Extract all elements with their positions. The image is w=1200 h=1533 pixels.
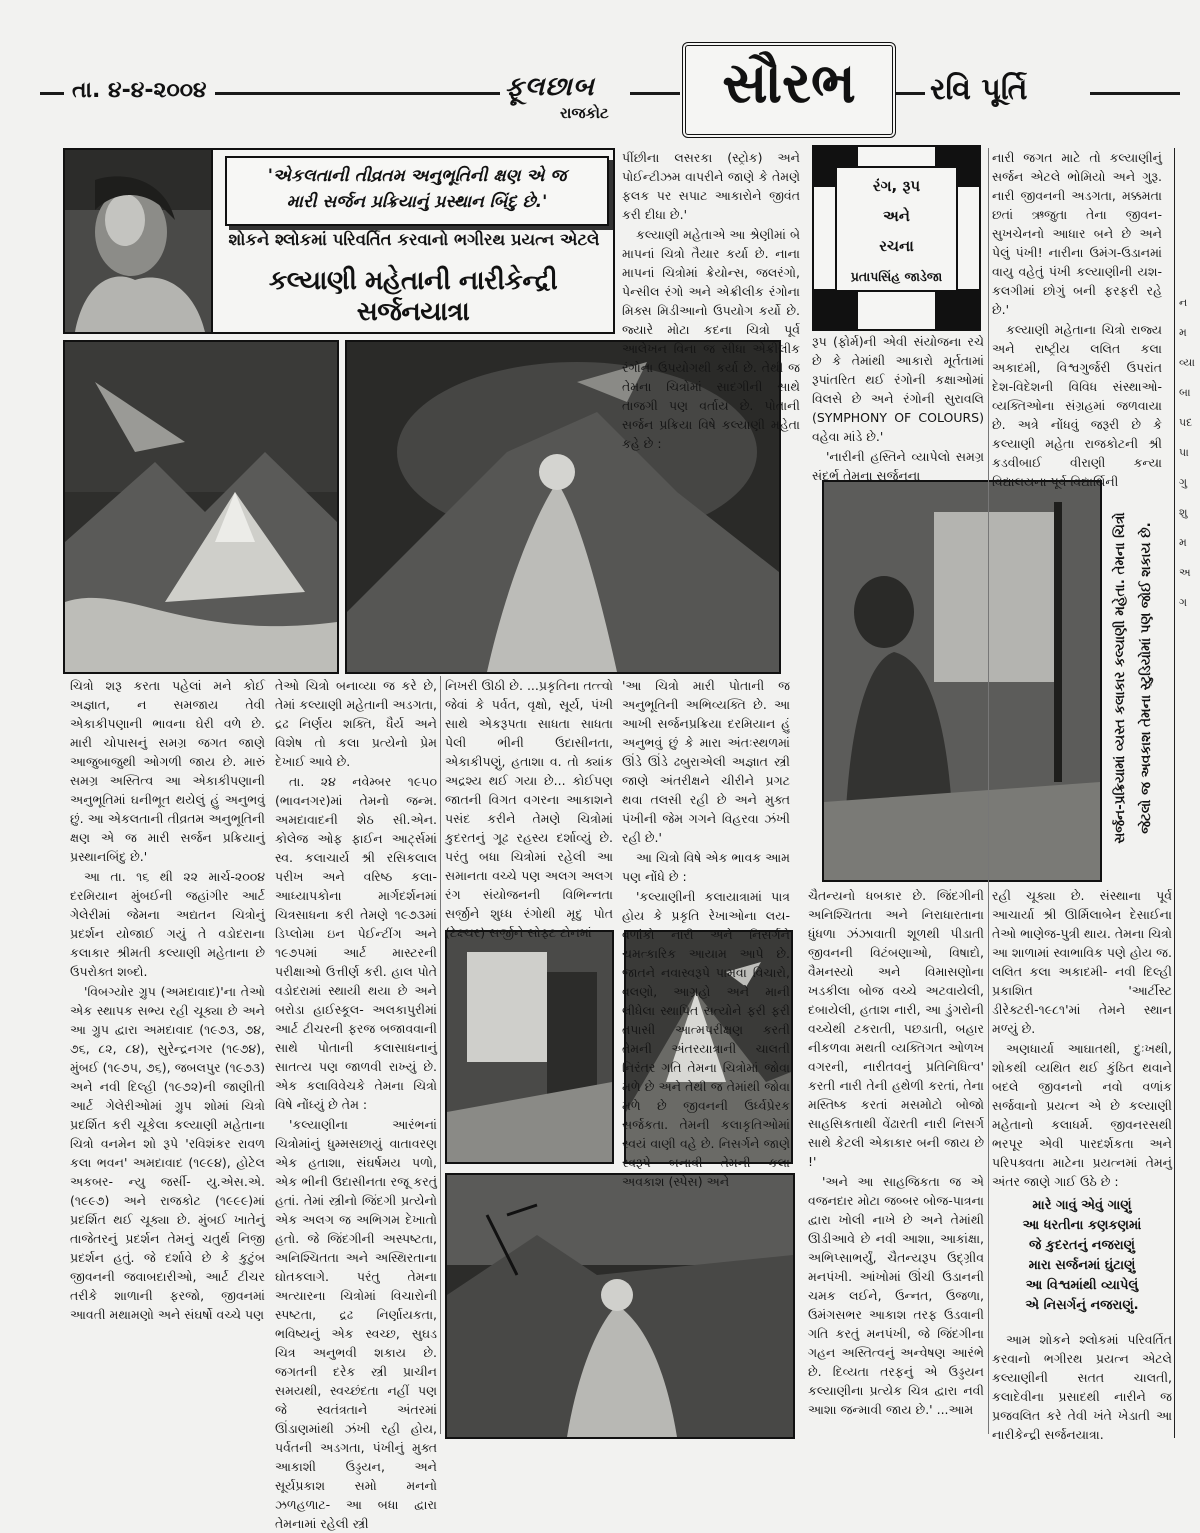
column-title-box [812, 145, 981, 331]
painting-mountain-image [65, 342, 337, 672]
paper-city: રાજકોટ [560, 104, 609, 122]
masthead-rule-mid [630, 92, 680, 95]
column-box-author: પ્રતાપસિંહ જાડેજા [850, 269, 943, 284]
paper-logo: ફૂલછાબ [505, 72, 595, 102]
supplement-title: સૌરભ [722, 50, 856, 116]
column-2-para-2: તા. ૨૪ નવેમ્બર ૧૯૫૦ (ભાવનગર)માં તેમનો જન્મ. અમદાવાદની શેઠ સી.એન. કોલેજ ઓફ ફાઈન આર્ટ્સમાં સ્વ. કલાચાર્ય શ્રી રસિકલાલ પરીખ અને વરિષ્ઠ કલા-આધ્યાપકોના માર્ગદર્શનમાં ચિત્રસાધના કરી તેમણે ૧૯૭૩માં ડિપ્લોમા ઇન પેઈન્ટીંગ અને ૧૯૭૫માં આર્ટ માસ્ટરની પરીક્ષાઓ ઉત્તીર્ણ કરી. હાલ પોતે વડોદરામાં સ્થાયી થયા છે અને બરોડા હાઈસ્કૂલ- અલકાપુરીમાં આર્ટ ટીચરની ફરજ બજાવવાની સાથે પોતાની કલાસાધનાનું સાતત્ય પણ જાળવી રાખ્યું છે. એક કલાવિવેચકે તેમના ચિત્રો વિષે નોંધ્યું છે તેમ : [275, 774, 437, 1112]
column-5-para-2: કલ્યાણી મહેતાના ચિત્રો રાજ્ય અને રાષ્ટ્રીય લલિત કલા અકાદમી, વિશ્વગુર્જરી ઉપરાંત દેશ-વિદેશની વિવિધ સંસ્થાઓ- વ્યક્તિઓના સંગ્રહમાં જળવાયા છે. અત્રે નોંધવું જરૂરી છે કે કલ્યાણી મહેતા રાજકોટની શ્રી કડવીબાઈ વીરાણી કન્યા વિદ્યાલયના પૂર્વ વિદ્યાર્થિની [992, 322, 1162, 489]
column-4-para-2: 'નારીની હસ્તિને વ્યાપેલો સમગ્ર સંદર્ભ તેમના સર્જનના [812, 449, 984, 483]
column-4-bottom [808, 886, 984, 1434]
column-1-para-1: ચિત્રો શરૂ કરતા પહેલાં મને કોઈ અજ્ઞાત, ન સમજાય તેવી એકાકીપણાની ભાવના ઘેરી વળે છે. મારી ચોપાસનું સમગ્ર જગત જાણે આજુબાજુથી ઓગળી જાય છે. મારું સમગ્ર અસ્તિત્વ આ એકાકીપણાની અનુભૂતિમાં ઘનીભૂત થયેલું હું અનુભવું છું. આ એકલતાની તીવ્રતમ અનુભૂતિની ક્ષણ એ જ મારી સર્જન પ્રક્રિયાનું પ્રસ્થાનબિંદુ છે.' [70, 678, 265, 864]
column-3-para-1: પીંછીના લસરકા (સ્ટ્રોક) અને પોઈન્ટીઝમ વાપરીને જાણે કે તેમણે ફલક પર સપાટ આકારોને જીવંત કરી દીધા છે.' [622, 150, 800, 222]
painting-woman-tree [445, 1173, 795, 1439]
supplement-logo-box [682, 42, 896, 138]
column-2b [445, 676, 613, 940]
column-3-para-3: 'આ ચિત્રો મારી પોતાની જ અનુભૂતિની અભિવ્યક્તિ છે. આ આખી સર્જનપ્રક્રિયા દરમિયાન હું અનુભવું છું કે મારા અંતઃસ્થળમાં ઊંડે ઊંડે ઢબુરાએલી અજ્ઞાત સ્ત્રી જાણે અંતરીક્ષને ચીરીને પ્રગટ થવા તલસી રહી છે અને મુક્ત પંખીની જેમ ગગને વિહરવા ઝંખી રહી છે.' [622, 678, 790, 845]
separator-1 [440, 676, 441, 1434]
column-5-end [992, 1330, 1172, 1442]
separator-2 [988, 148, 989, 1434]
column-2b-para-1: નિખરી ઊઠી છે. ...પ્રકૃતિના તત્ત્વો જેવાં કે પર્વત, વૃક્ષો, સૂર્ય, પંખી સાથે એકરૂપતા સાધતા સાધતા પેલી ભીની ઉદાસીનતા, એકાકીપણું, હતાશા વ. તો ક્યાંક અદ્રશ્ય થઈ ગયા છે... કોઈપણ જાતની વિગત વગરના આકાશને પસંદ કરીને તેમણે ચિત્રોમાં કુદરતનું ગૂઢ રહસ્ય દર્શાવ્યું છે. પરંતુ બધા ચિત્રોમાં રહેલી આ સમાનતા વચ્ચે પણ અલગ અલગ રંગ સંયોજનની વિભિન્નતા સર્જીને શુધ્ધ રંગોથી મૃદુ પોત (ટેક્ષ્ચર) સર્જીને સોફ્ટ ટોનમાં [445, 678, 613, 940]
column-4-para-3: ચૈતન્યનો ધબકાર છે. જિંદગીની અનિશ્ચિતતા અને નિરાધારતાના ધુંધળા ઝંઝાવાતી શૂળથી પીડાતી જીવનની વિટંબણાઓ, વિષાદો, વૈમનસ્યો અને વિમાસણોના ખડકીલા બોજ વચ્ચે અટવાયેલી, દબાયેલી, હતાશ નારી, આ ડુંગરોની વચ્ચેથી ટકરાતી, પછડાતી, બહાર નીકળવા મથતી વ્યક્તિગત ઓળખ વગરની, નારીતવનું પ્રતિનિધિત્વ' કરતી નારી તેની હથેળી કરતાં, તેના મસ્તિષ્ક કરતાં મસમોટો બોજો સાહસિકતાથી વેંઢારતી નારી નિસર્ગ સાથે કેટલી એકાકાર બની જાય છે !' [808, 888, 984, 1169]
masthead [0, 0, 1200, 140]
headline-main: કલ્યાણી મહેતાની નારીકેન્દ્રી સર્જનયાત્રા [268, 266, 558, 327]
masthead-rule-right [895, 92, 925, 95]
issue-date: તા. ૪-૪-૨૦૦૪ [64, 78, 215, 103]
poem-line-4: મારા સર્જનમાં ઘુંટાણું [1028, 1258, 1136, 1273]
column-4-para-4: 'અને આ સાહજિકતા જ એ વજનદાર મોટા જબ્બર બોજ-પાત્રના દ્વારા ખોલી નાખે છે અને તેમાંથી ઊડીઆવે છે નવી આશા, આકાંક્ષા, અભિપ્સાભર્યું, ચૈતન્યરૂપ ઉદ્ગ્રીવ મનપંખી. આંખોમાં ઊંચી ઉડાનની ચમક લઈને, ઉન્નત, ઉજળા, ઉમંગસભર આકાશ તરફ ઉડવાની ગતિ કરતું મનપંખી, જે જિંદગીના ગહન અસ્તિત્વનું અન્વેષણ આરંભે છે. દિવ્યતા તરફનું એ ઉડ્ડયન કલ્યાણીના પ્રત્યેક ચિત્ર દ્વારા નવી આશા જન્માવી જાય છે.' ...આમ [808, 1174, 984, 1417]
column-1 [70, 676, 265, 1434]
column-4-para-1: રૂપ (ફોર્મ)ની એવી સંયોજના રચે છે કે તેમાંથી આકારો મૂર્તતામાં રૂપાંતરિત થઈ રંગોની કક્ષાઓમાં વિલસે છે અને રંગોની સુરાવલિ (SYMPHONY OF COLOURS) વહેવા માંડે છે.' [812, 334, 984, 444]
column-4-top [812, 332, 984, 483]
column-3-body [622, 676, 790, 1189]
adjacent-article-text: નમ વ્યા બા પદ પા ગુ શુ મ અ ગ [1179, 296, 1195, 609]
column-3-para-2: કલ્યાણી મહેતાએ આ શ્રેણીમાં બે માપનાં ચિત્રો તૈયાર કર્યા છે. નાના માપનાં ચિત્રોમાં ક્રેયોન્સ, જલરંગો, પેન્સીલ રંગો અને એક્રીલીક રંગોના મિક્સ મિડીઆનો ઉપયોગ કર્યો છે. જ્યારે મોટા કદના ચિત્રો પૂર્વ આલેખન વિના જ સીધા એક્રીલીક રંગોના ઉપયોગથી કર્યા છે. તેથી જ તેમના ચિત્રોમાં સાદગીની સાથે તાજગી પણ વર્તાય છે. પોતાની સર્જન પ્રક્રિયા વિષે કલ્યાણી મહેતા કહે છે : [622, 227, 800, 451]
headline-kicker: શોકને શ્લોકમાં પરિવર્તિત કરવાનો ભગીરથ પ્રયત્ન એટલે [228, 230, 600, 249]
column-2 [275, 676, 437, 1531]
poem-line-1: મારે ગાવું એવું ગાણું [1032, 1198, 1132, 1213]
column-5-top [992, 148, 1162, 489]
headline-portrait [65, 150, 213, 332]
column-5-para-4: અણધાર્યા આઘાતથી, દુઃખથી, શોકથી વ્યથિત થઈ કુંઠિત થવાને બદલે જીવનનો નવો વળાંક સર્જવાનો પ્રયત્ન એ છે કલ્યાણી મહેતાનો કલાધર્મ. જીવનરસથી ભરપૂર એવી પારદર્શકતા અને પરિપક્વતા માટેના પ્રયત્નમાં તેમનું અંતર જાણે ગાઈ ઉઠે છે : [992, 1041, 1172, 1189]
column-3-para-5: 'કલ્યાણીની કલાયાત્રામાં પાત્ર હોય કે પ્રકૃતિ રેખાઓના લય-વળાંકો નારી અને નિસર્ગને ચમત્કારિક આયામ આપે છે. જાતને નવાસ્વરૂપે પામવા વિચારો, વલણો, આગ્રહો અને માની લીધેલા સ્થાપિત સત્યોને ફરી ફરી તપાસી આત્મપરીક્ષણ કરતી તેમની અંતરયાત્રાની ચાલતી નિરંતર ગતિ તેમના ચિત્રોમાં જોવા મળે છે અને તેથી જ તેમાંથી જોવા મળે છે જીવનની ઉર્ધ્વપ્રેરક સર્જકતા. તેમની કલાકૃતિઓમાં સ્વયં વાણી વહે છે. નિસર્ગને જાણે સ્વરૂપે બનાવી તેમની કલા અવકાશ (સ્પેસ) અને [622, 889, 790, 1189]
poem-line-3: જે કુદરતનું નજરાણું [1028, 1238, 1136, 1253]
column-box-line2: અને [882, 207, 910, 225]
portrait-image [65, 150, 211, 332]
column-2-para-1: તેઓ ચિત્રો બનાવ્યા જ કરે છે, તેમાં કલ્યાણી મહેતાની અડગતા, દ્રઢ નિર્ણય શક્તિ, ધૈર્ય અને વિશેષ તો કલા પ્રત્યેનો પ્રેમ દેખાઈ આવે છે. [275, 678, 437, 769]
poem [992, 1196, 1172, 1326]
column-1-para-3: 'વિબગ્યોર ગ્રુપ (અમદાવાદ)'ના તેઓ એક સ્થાપક સભ્ય રહી ચૂક્યા છે અને આ ગ્રુપ દ્વારા અમદાવાદ (૧૯૭૩, ૭૪, ૭૬, ૮૨, ૮૪), સુરેન્દ્રનગર (૧૯૭૪), મુંબઈ (૧૯૭૫, ૭૬), જબલપુર (૧૯૭૩) અને નવી દિલ્હી (૧૯૭૨)ની જાણીતી આર્ટ ગેલેરીઓમાં ગ્રુપ શોમાં ચિત્રો પ્રદર્શિત કરી ચૂકેલા કલ્યાણી મહેતાના ચિત્રો વનમેન શો રૂપે 'રવિશંકર રાવળ કલા ભવન' અમદાવાદ (૧૯૯૪), હોટેલ અકબર- ન્યુ જર્સી- યુ.એસ.એ. (૧૯૯૭) અને રાજકોટ (૧૯૯૯)માં પ્રદર્શિત થઈ ચૂક્યા છે. મુંબઈ ખાતેનું તાજેતરનું પ્રદર્શન તેમનું ચતુર્થ નિજી પ્રદર્શન હતું. જે દર્શાવે છે કે કુટુંબ જીવનની જવાબદારીઓ, આર્ટ ટીચર તરીકે શાળાની ફરજો, જીવનમાં આવતી મથામણો અને સંઘર્ષો વચ્ચે પણ [70, 984, 265, 1322]
poem-line-6: એ નિસર્ગનું નજરાણું. [1025, 1298, 1139, 1313]
poem-line-5: આ વિશ્વમાંથી વ્યાપેલું [1025, 1278, 1139, 1293]
masthead-rule-end [1090, 92, 1180, 95]
column-5-para-1: નારી જગત માટે તો કલ્યાણીનું સર્જન એટલે ભોમિયો અને ગુરૂ. નારી જીવનની અડગતા, મક્કમતા છતાં ઋજુતા તેના જીવન-સુખચેનનો આધાર બને છે અને પેલું પંખી! નારીના ઉમંગ-ઉડાનમાં વાયુ વહેતું પંખી કલ્યાણીની યશ-કલગીમાં છોગું બની ફરફરી રહે છે.' [992, 150, 1162, 317]
painting-room-image [447, 932, 612, 1162]
painting-woman-tree-image [447, 1175, 793, 1437]
column-5-para-5: આમ શોકને શ્લોકમાં પરિવર્તિત કરવાનો ભગીરથ પ્રયત્ન એટલે કલ્યાણીની સતત ચાલતી, કલાદેવીના પ્રસાદથી નારીને જ પ્રજવલિત કરે તેવી ખંતે ખેડાતી આ નારીકેન્દ્રી સર્જનયાત્રા. [992, 1332, 1172, 1442]
supplement-tag: રવિ પૂર્તિ [930, 72, 1028, 107]
photo-caption-text: સર્જન-પ્રક્રિયામાં વ્યસ્ત કલાકાર કલ્યાણી મહેતા. તેમના ચિત્રો જેટલો જ અવકાશ તેમના સ્ટુડિયોમાં પણ જોઈ શકાય છે. [1112, 512, 1154, 844]
headline-quote-line2: મારી સર્જન પ્રક્રિયાનું પ્રસ્થાન બિંદુ છે.' [286, 192, 548, 212]
column-1-para-2: આ તા. ૧૬ થી ૨૨ માર્ચ-૨૦૦૪ દરમિયાન મુંબઈની જહાંગીર આર્ટ ગેલેરીમાં જેમના અદ્યતન ચિત્રોનું પ્રદર્શન યોજાઈ ગયું તે વડોદરાના કલાકાર શ્રીમતી કલ્યાણી મહેતાના છે ઉપરોક્ત શબ્દો. [70, 869, 265, 979]
column-5-bottom [992, 886, 1172, 1192]
column-3-top [622, 148, 800, 451]
headline-quote-line1: 'એકલતાની તીવ્રતમ અનુભૂતિની ક્ષણ એ જ [267, 166, 567, 186]
column-box-line3: રચના [879, 237, 914, 255]
headline-block [63, 148, 615, 334]
painting-mountain [63, 340, 339, 674]
painting-room [445, 930, 614, 1164]
headline-quote-box [225, 156, 609, 226]
adjacent-article-edge [1174, 148, 1197, 1438]
column-2-para-3: 'કલ્યાણીના આરંભનાં ચિત્રોમાંનું ધુમ્મસછાયું વાતાવરણ એક હતાશા, સંઘર્ષમય પળો, એક ભીની ઉદાસીનતા રજૂ કરતું હતાં. તેમાં સ્ત્રીનો જિંદગી પ્રત્યેનો એક અલગ જ અભિગમ દેખાતો હતો. જે જિંદગીની અસ્પષ્ટતા, અનિશ્ચિતતા અને અસ્થિરતાના ઘોતકલાગે. પરંતુ તેમના અત્યારના ચિત્રોમાં વિચારોની સ્પષ્ટતા, દ્રઢ નિર્ણાયકતા, ભવિષ્યનું એક સ્વચ્છ, સુઘડ ચિત્ર અનુભવી શકાય છે. જગતની દરેક સ્ત્રી પ્રાચીન સમયથી, સ્વચ્છંદતા નહીં પણ જે સ્વતંત્રતાને અંતરમાં ઊંડાણમાંથી ઝંખી રહી હોય, પર્વતની અડગતા, પંખીનું મુક્ત આકાશી ઉડ્ડયન, અને સૂર્યપ્રકાશ સમો મનનો ઝળહળાટ- આ બધા દ્વારા તેમનામાં રહેલી સ્ત્રી [275, 1117, 437, 1531]
column-5-para-3: રહી ચૂક્યા છે. સંસ્થાના પૂર્વ આચાર્યા શ્રી ઊર્મિલાબેન દેસાઈના તેઓ ભાણેજ-પુત્રી થાય. તેમના ચિત્રો આ શાળામાં સ્વાભાવિક પણે હોય જ. લલિત કલા અકાદમી- નવી દિલ્હી પ્રકાશિત 'આર્ટીસ્ટ ડીરેક્ટરી-૧૯૮૧'માં તેમને સ્થાન મળ્યું છે. [992, 888, 1172, 1036]
artist-studio-image [824, 482, 1100, 880]
column-3-para-4: આ ચિત્રો વિષે એક ભાવક આમ પણ નોંધે છે : [622, 850, 790, 884]
column-box-line1: રંગ, રૂપ [872, 177, 921, 195]
poem-line-2: આ ધરતીના કણકણમાં [1022, 1218, 1142, 1233]
photo-caption [1105, 480, 1165, 878]
artist-studio-photo [822, 480, 1102, 882]
